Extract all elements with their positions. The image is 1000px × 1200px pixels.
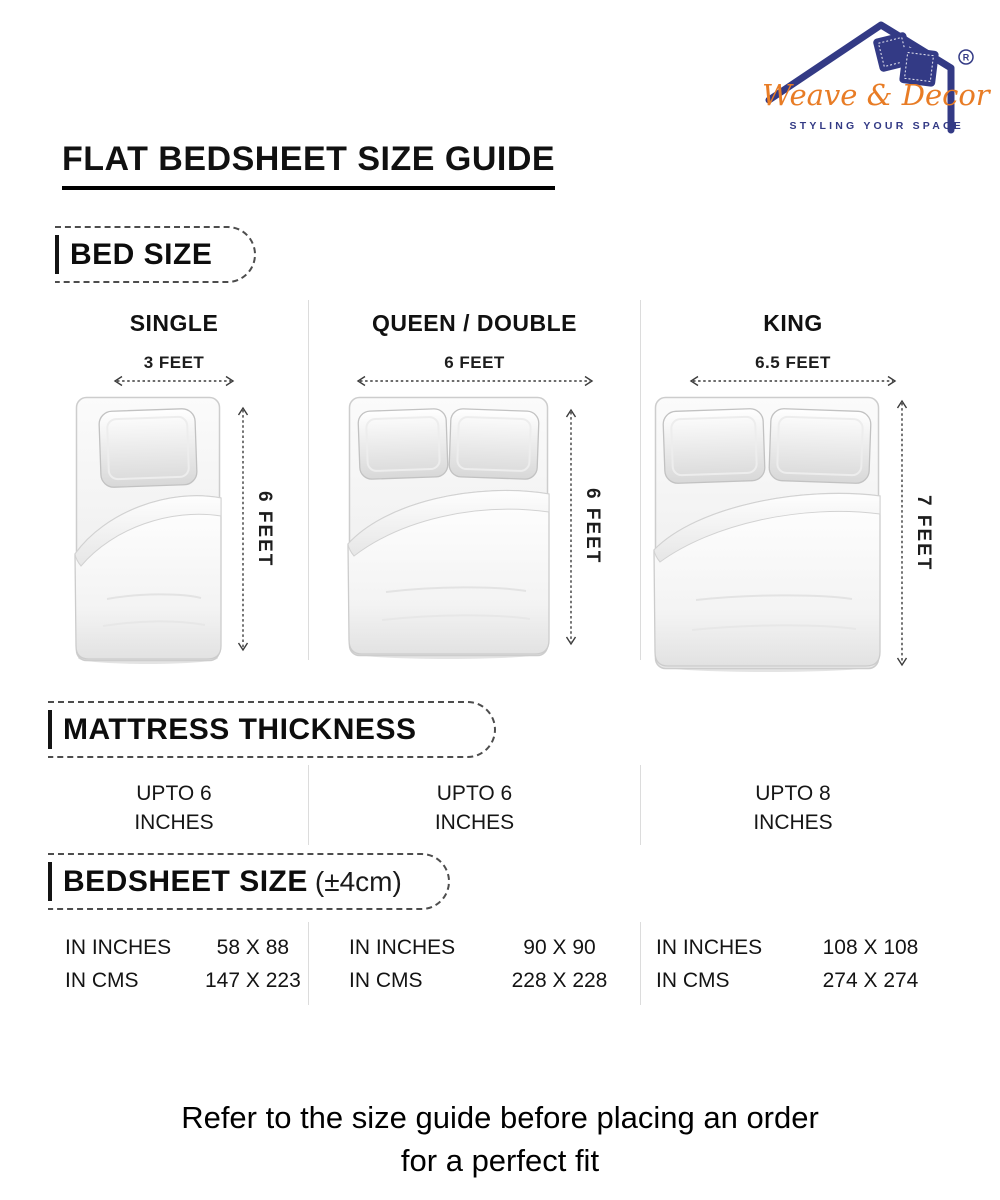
bed-column-queen bbox=[308, 300, 640, 660]
thickness-value: UPTO 6 bbox=[436, 782, 513, 805]
mattress-thickness-section-header bbox=[48, 701, 496, 758]
bed-length-label: 6 FEET bbox=[254, 490, 275, 568]
sheet-cell-queen bbox=[308, 922, 640, 1005]
thickness-unit: INCHES bbox=[434, 811, 515, 834]
bed-width-dimension bbox=[354, 353, 596, 388]
bed-column-single bbox=[40, 300, 308, 660]
length-arrow-icon bbox=[563, 406, 579, 648]
footer-note-line1: Refer to the size guide before placing an order bbox=[181, 1100, 819, 1135]
length-arrow-icon bbox=[894, 397, 910, 669]
sheet-inches-label: IN INCHES bbox=[65, 936, 172, 959]
thickness-cell-single bbox=[40, 765, 308, 845]
bedsheet-size-label: BEDSHEET SIZE bbox=[63, 864, 308, 898]
bed-width-label: 6.5 FEET bbox=[755, 353, 831, 372]
bed-length-label: 6 FEET bbox=[582, 488, 603, 565]
queen-bed-illustration bbox=[346, 394, 551, 659]
bed-length-label: 7 FEET bbox=[913, 494, 934, 572]
sheet-cell-single bbox=[40, 922, 308, 1005]
svg-text:R: R bbox=[962, 52, 970, 63]
width-arrow-icon bbox=[354, 374, 596, 388]
registered-mark-icon bbox=[959, 50, 973, 64]
mattress-thickness-label: MATTRESS THICKNESS bbox=[63, 712, 417, 746]
sheet-cms-label: IN CMS bbox=[65, 969, 139, 992]
bed-column-king bbox=[640, 300, 1000, 660]
width-arrow-icon bbox=[687, 374, 899, 388]
thickness-unit: INCHES bbox=[753, 811, 833, 834]
sheet-cms-value: 274 X 274 bbox=[822, 969, 919, 992]
sheet-inches-value: 108 X 108 bbox=[822, 936, 919, 959]
sheet-inches-value: 58 X 88 bbox=[216, 936, 290, 959]
length-arrow-icon bbox=[235, 404, 251, 654]
house-roof-icon bbox=[762, 12, 990, 134]
bed-size-label: BED SIZE bbox=[70, 237, 213, 271]
beds-row bbox=[40, 300, 1000, 660]
brand-name: Weave & Decor bbox=[762, 78, 990, 112]
bedsheet-size-section-header bbox=[48, 853, 450, 910]
page-title: FLAT BEDSHEET SIZE GUIDE bbox=[62, 140, 555, 190]
width-arrow-icon bbox=[111, 374, 237, 388]
bed-width-label: 6 FEET bbox=[444, 353, 505, 372]
sheet-cell-king bbox=[640, 922, 1000, 1005]
thickness-cell-king bbox=[640, 765, 1000, 845]
bed-width-label: 3 FEET bbox=[143, 353, 205, 372]
king-bed-illustration bbox=[652, 394, 882, 672]
thickness-value: UPTO 8 bbox=[755, 782, 831, 805]
sheet-cms-value: 228 X 228 bbox=[511, 969, 608, 992]
single-bed-illustration bbox=[73, 394, 223, 664]
brand-logo bbox=[762, 12, 990, 134]
mattress-thickness-row bbox=[40, 765, 1000, 845]
footer-note-line2: for a perfect fit bbox=[400, 1143, 600, 1178]
brand-tagline: STYLING YOUR SPACE bbox=[789, 120, 964, 132]
thickness-cell-queen bbox=[308, 765, 640, 845]
footer-note bbox=[0, 1096, 1000, 1182]
bed-name: QUEEN / DOUBLE bbox=[371, 310, 578, 336]
bed-name: SINGLE bbox=[129, 310, 219, 336]
sheet-cms-value: 147 X 223 bbox=[205, 969, 301, 992]
thickness-value: UPTO 6 bbox=[136, 782, 212, 805]
bedsheet-size-row bbox=[40, 922, 1000, 1005]
bed-size-section-header bbox=[55, 226, 256, 283]
bed-width-dimension bbox=[111, 353, 237, 388]
sheet-cms-label: IN CMS bbox=[349, 969, 423, 992]
sheet-inches-label: IN INCHES bbox=[656, 936, 763, 959]
sheet-inches-value: 90 X 90 bbox=[523, 936, 596, 959]
bedsheet-tolerance-label: (±4cm) bbox=[314, 865, 402, 897]
bed-name: KING bbox=[763, 310, 823, 336]
thickness-unit: INCHES bbox=[134, 811, 214, 834]
sheet-cms-label: IN CMS bbox=[656, 969, 730, 992]
sheet-inches-label: IN INCHES bbox=[349, 936, 456, 959]
bed-width-dimension bbox=[687, 353, 899, 388]
